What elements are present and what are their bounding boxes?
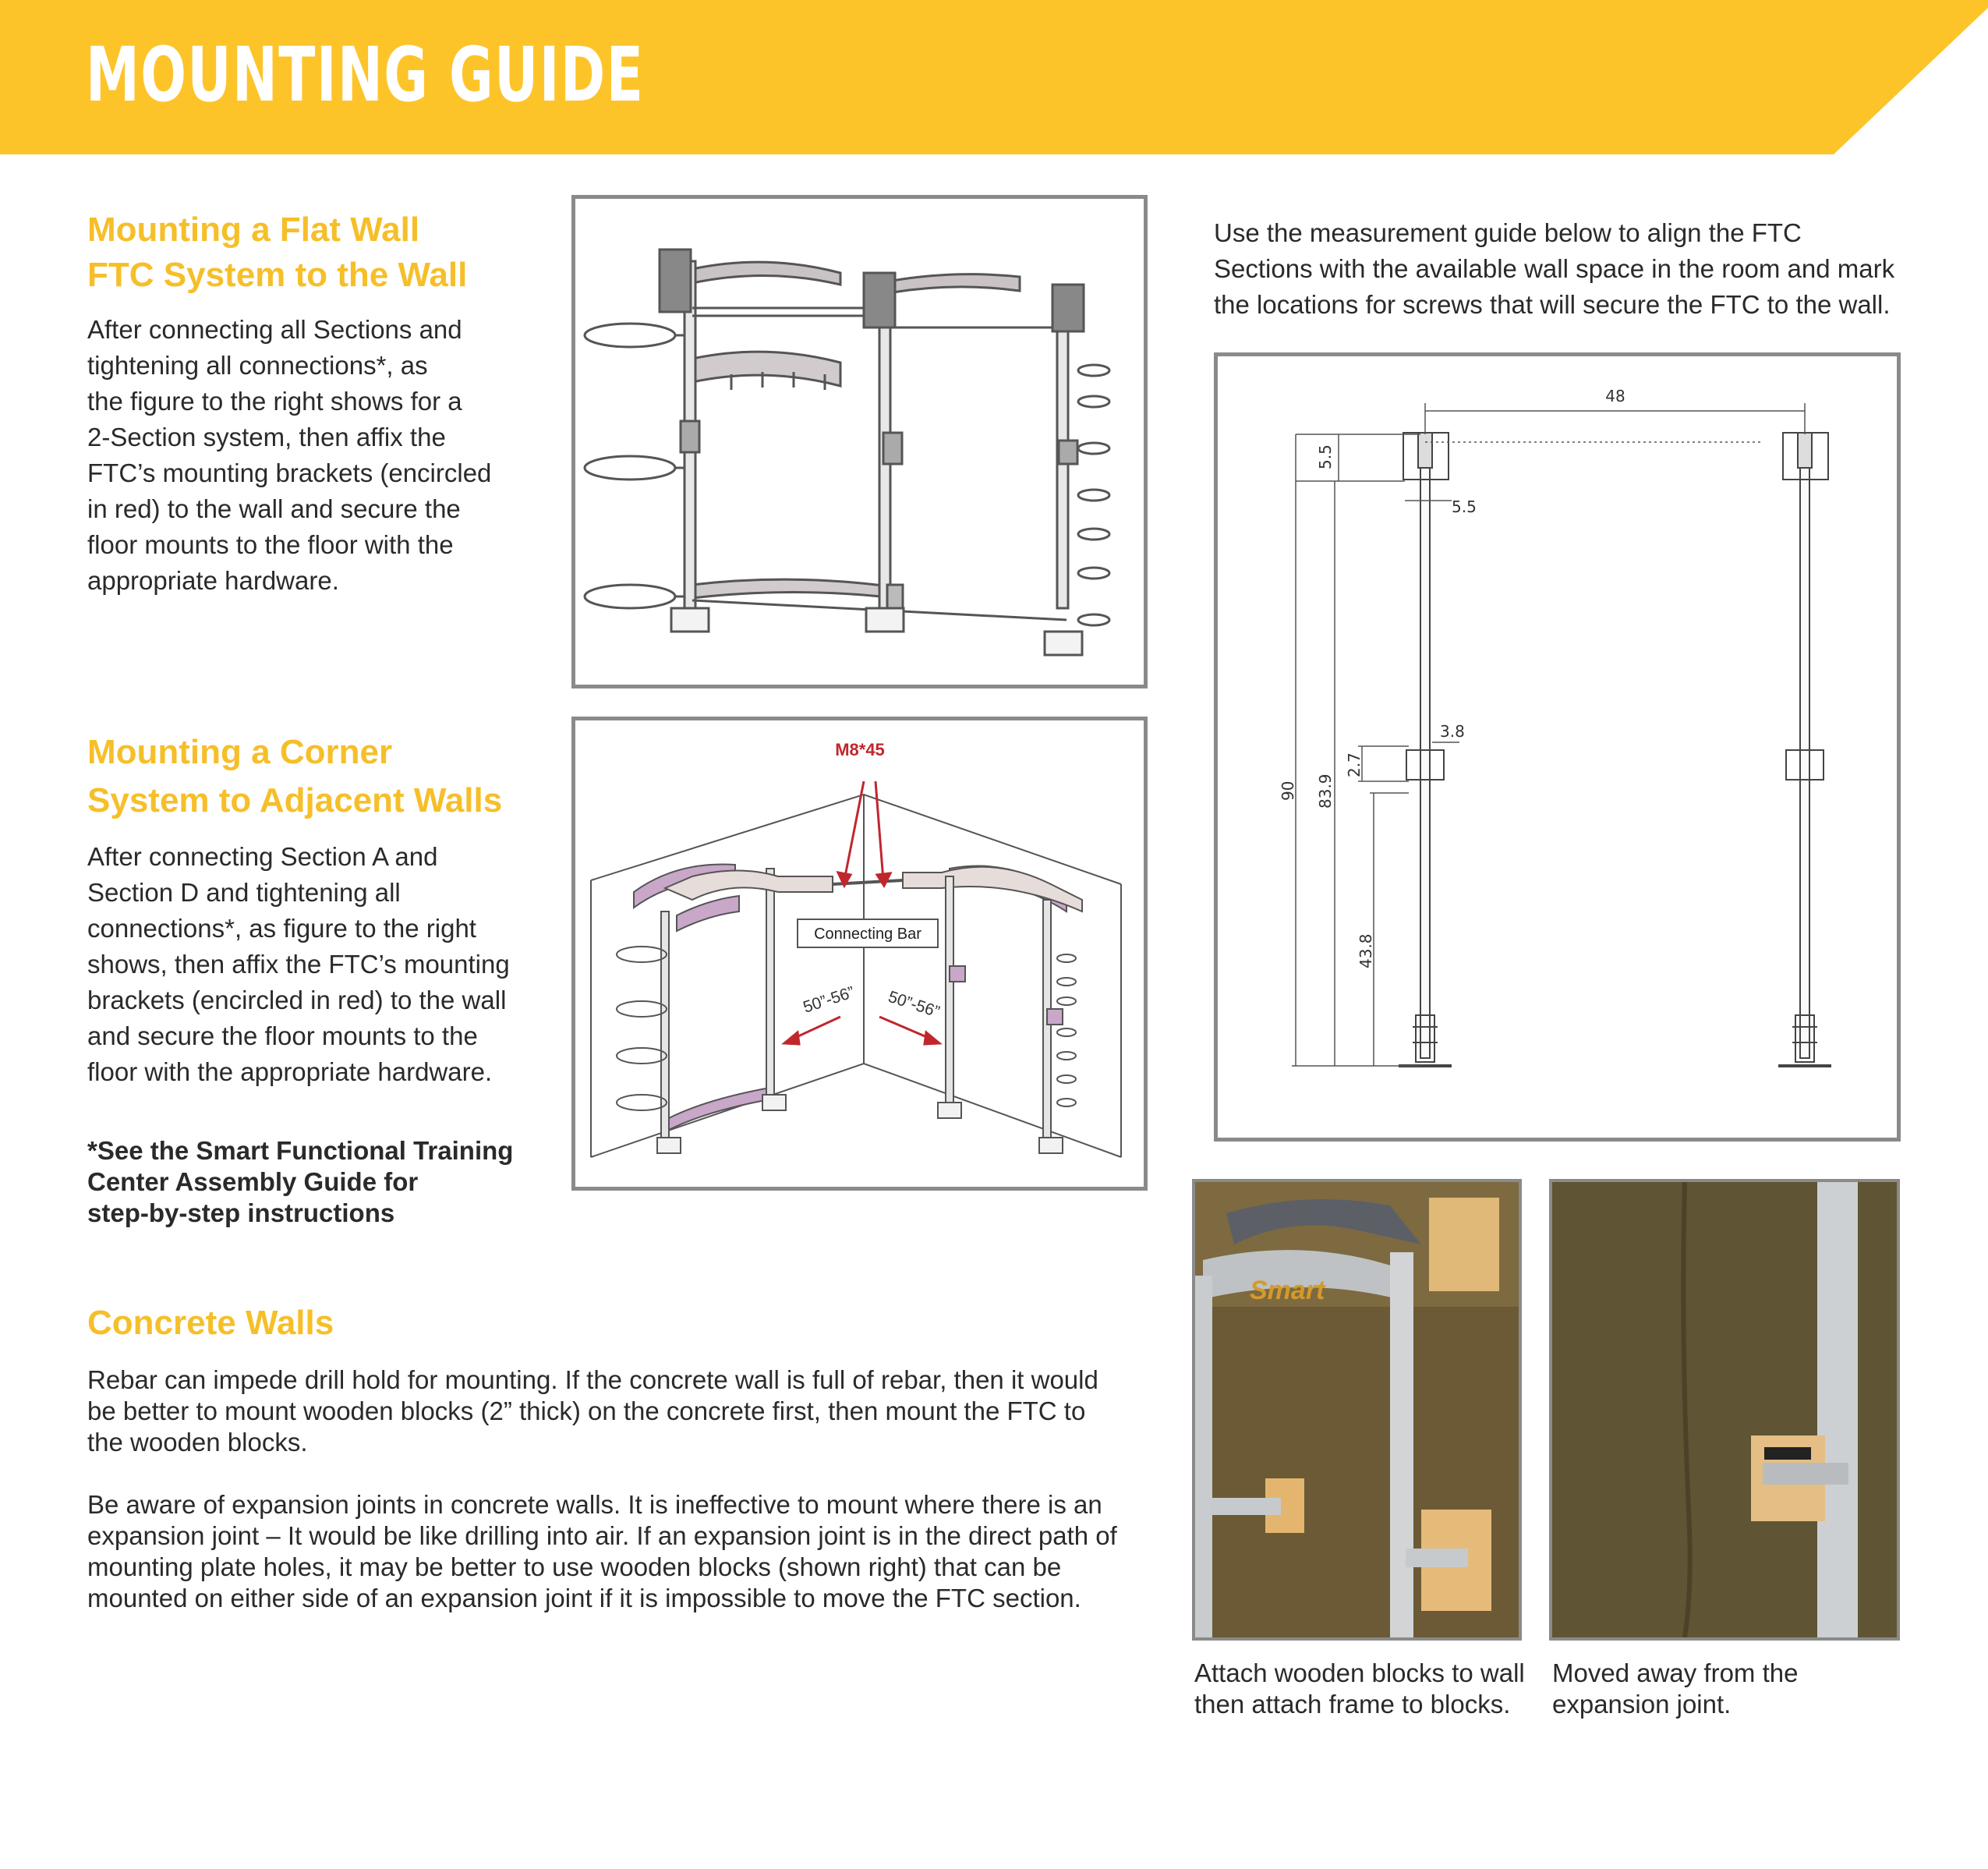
smart-logo: Smart [1250,1276,1325,1305]
flat-wall-body-line: FTC’s mounting brackets (encircled [87,458,492,487]
corner-body-line: floor with the appropriate hardware. [87,1057,493,1086]
connecting-bar-label: Connecting Bar [814,926,921,943]
corner-body-line: shows, then affix the FTC’s mounting [87,950,510,979]
measurement-drawing [1218,356,1897,1138]
flat-wall-figure [571,195,1148,688]
concrete-line: Rebar can impede drill hold for mounting. If the concrete wall is full of rebar, then it would [87,1365,1098,1394]
flat-wall-rack-drawing [575,199,1144,685]
lower-height-dimension: 43.8 [1357,933,1375,968]
expansion-joint-image [1552,1182,1897,1637]
measurement-intro-line: the locations for screws that will secure the FTC to the wall. [1214,290,1891,319]
flat-wall-body-line: appropriate hardware. [87,566,339,595]
bolt-arrow-left [844,781,864,880]
note-line: Center Assembly Guide for [87,1167,419,1196]
concrete-line: mounting plate holes, it may be better to use wooden blocks (shown right) that can be [87,1552,1062,1581]
corner-body-line: brackets (encircled in red) to the wall [87,986,507,1014]
concrete-paragraph-expansion [87,1489,1117,1614]
assembly-guide-note [87,1135,513,1229]
corner-body-line: Section D and tightening all [87,878,401,907]
corner-heading-line2: System to Adjacent Walls [87,781,503,819]
mid-height-dimension: 83.9 [1316,773,1335,809]
flat-wall-body-line: floor mounts to the floor with the [87,530,454,559]
measurement-intro-line: Sections with the available wall space in the room and mark [1214,254,1895,283]
corner-heading [87,728,502,825]
corner-rack-drawing [575,720,1144,1187]
concrete-line: expansion joint – It would be like drilling into air. If an expansion joint is in the direct path of [87,1521,1117,1550]
concrete-line: Be aware of expansion joints in concrete walls. It is ineffective to mount where there is an [87,1490,1102,1519]
wooden-blocks-image [1195,1182,1519,1637]
corner-body [87,839,510,1090]
flat-wall-body-line: tightening all connections*, as [87,351,428,380]
measurement-intro [1214,215,1894,323]
caption-line: then attach frame to blocks. [1194,1690,1511,1719]
caption-line: Moved away from the [1552,1658,1799,1687]
page-title: MOUNTING GUIDE [86,31,645,119]
corner-body-line: connections*, as figure to the right [87,914,476,943]
gap-dimension: 2.7 [1345,752,1364,777]
right-span-dimension: 50”-56” [886,987,942,1021]
flat-wall-body-line: After connecting all Sections and [87,315,462,344]
expansion-joint-photo [1549,1179,1900,1641]
caption-line: expansion joint. [1552,1690,1732,1719]
wooden-blocks-photo [1192,1179,1522,1641]
right-photo-caption [1552,1658,1798,1720]
measurement-diagram [1214,352,1901,1142]
note-line: step-by-step instructions [87,1198,395,1227]
total-height-dimension: 90 [1279,781,1297,801]
corner-figure [571,717,1148,1191]
bracket-dimension: 3.8 [1440,722,1465,741]
corner-body-line: After connecting Section A and [87,842,438,871]
left-photo-caption [1194,1658,1525,1720]
header-banner [0,0,1988,154]
measurement-intro-line: Use the measurement guide below to align the FTC [1214,218,1802,247]
flat-wall-heading [87,207,467,298]
concrete-line: be better to mount wooden blocks (2” thick) on the concrete first, then mount the FTC to [87,1396,1086,1425]
concrete-line: the wooden blocks. [87,1428,308,1457]
concrete-line: mounted on either side of an expansion joint if it is impossible to move the FTC section. [87,1584,1081,1612]
flat-wall-body-line: in red) to the wall and secure the [87,494,461,523]
concrete-paragraph-rebar [87,1365,1098,1458]
flat-wall-body-line: 2-Section system, then affix the [87,423,446,451]
flat-wall-body [87,312,491,599]
width-dimension: 48 [1605,387,1625,405]
note-line: *See the Smart Functional Training [87,1136,514,1165]
flat-wall-heading-line2: FTC System to the Wall [87,256,468,294]
flat-wall-body-line: the figure to the right shows for a [87,387,462,416]
bolt-arrow-right [875,781,883,880]
flat-wall-heading-line1: Mounting a Flat Wall [87,211,420,249]
corner-heading-line1: Mounting a Corner [87,733,393,771]
caption-line: Attach wooden blocks to wall [1194,1658,1525,1687]
corner-body-line: and secure the floor mounts to the [87,1021,478,1050]
left-span-dimension: 50”-56” [801,982,857,1017]
bolt-label: M8*45 [835,740,885,759]
concrete-heading: Concrete Walls [87,1304,334,1342]
top-offset-dimension: 5.5 [1316,444,1335,469]
side-offset-dimension: 5.5 [1452,497,1477,516]
